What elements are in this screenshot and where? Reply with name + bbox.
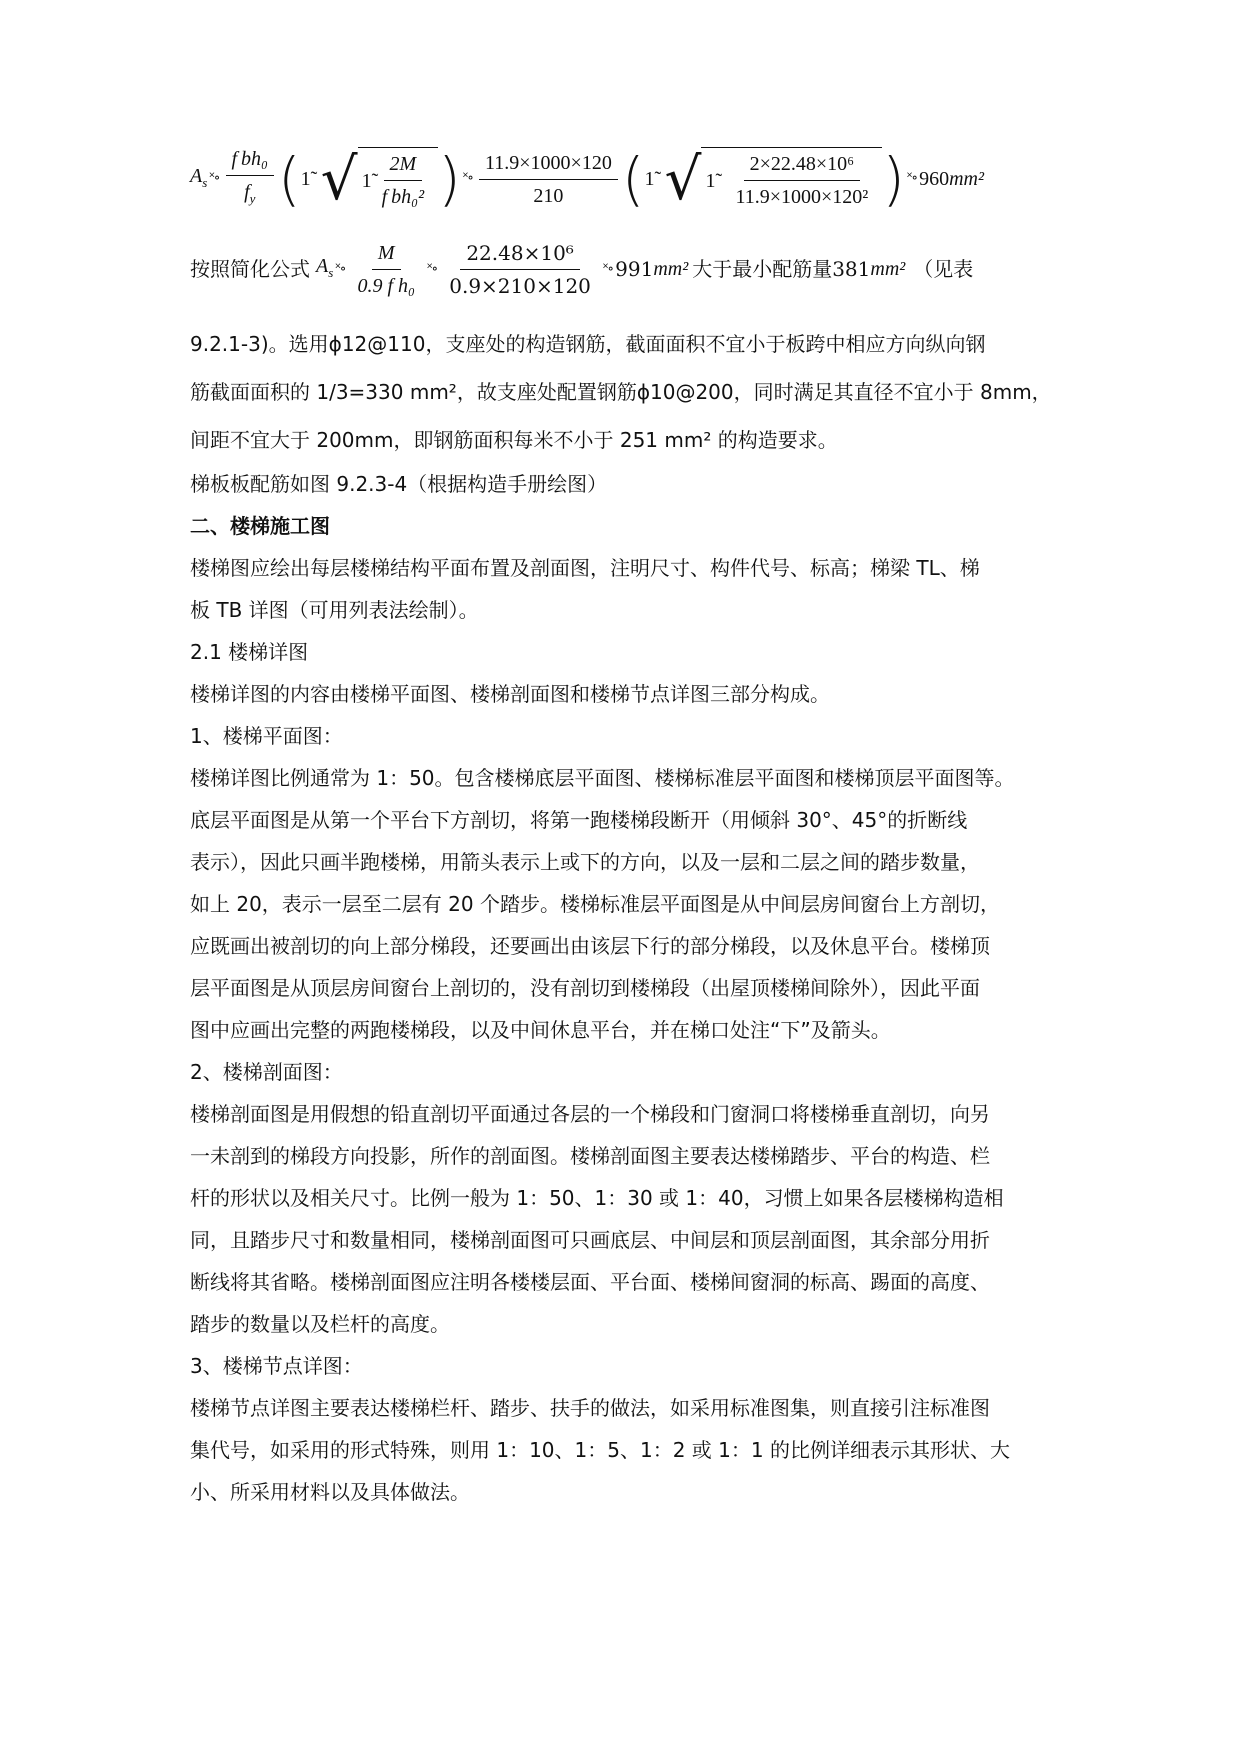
subheading-section: 2、楼梯剖面图： <box>190 1060 343 1084</box>
paragraph-line-1: 9.2.1-3)。选用ϕ12@110，支座处的构造钢筋，截面面积不宜小于板跨中相应方向纵向钢 <box>190 332 986 356</box>
paragraph-line-3: 间距不宜大于 200mm，即钢筋面积每米不小于 251 mm² 的构造要求。 <box>190 428 838 452</box>
paragraph-line-2: 筋截面面积的 1/3=330 mm²，故支座处配置钢筋ϕ10@200，同时满足其直径不宜小于 8mm， <box>190 380 1052 404</box>
body-line: 集代号，如采用的形式特殊，则用 1：10、1：5、1：2 或 1：1 的比例详细表示其形状、大 <box>190 1438 1010 1462</box>
formula-one: 1̃ <box>300 168 311 190</box>
line2-min-unit: mm² <box>870 258 906 280</box>
body-line: 断线将其省略。楼梯剖面图应注明各楼楼层面、平台面、楼梯间窗洞的标高、踢面的高度、 <box>190 1270 990 1294</box>
body-line: 图中应画出完整的两跑楼梯段，以及中间休息平台，并在梯口处注“下”及箭头。 <box>190 1018 891 1042</box>
line2-mid-text: 大于最小配筋量 <box>692 257 833 281</box>
formula-line-2: 按照简化公式 $A_s$ ˟∘ $\frac{M}{\text{0.9 f h₀}}$ ˟∘ $\frac{\text{22.48×10⁶}}{0.9\times 210\times 120}$ ˟∘ 991 mm² 大于最小配筋量 381 mm² （见表 <box>190 240 974 298</box>
formula-fraction-1: $\frac{\text{f bh₀}}{f_y}$ <box>226 145 275 213</box>
body-line: 应既画出被剖切的向上部分梯段，还要画出由该层下行的部分梯段，以及休息平台。楼梯顶 <box>190 934 990 958</box>
body-line: 踏步的数量以及栏杆的高度。 <box>190 1312 450 1336</box>
formula-sqrt-2: √ 1̃ $\frac{\text{2×22.48×10⁶}}{\text{11.9×1000×120²}}$ <box>664 147 882 211</box>
body-line: 楼梯详图比例通常为 1：50。包含楼梯底层平面图、楼梯标准层平面图和楼梯顶层平面图等。 <box>190 766 1015 790</box>
line2-fraction-2: $\frac{\text{22.48×10⁶}}{0.9\times 210\times 120}$ <box>449 240 591 298</box>
formula-unit: mm² <box>949 168 984 190</box>
formula-sqrt-1: √ 1̃ $\frac{2M}{\text{f bh₀²}}$ <box>321 147 438 211</box>
formula-line-1: $A_s$ ˟∘ $\frac{\text{f bh₀}}{f_y}$ ( 1̃ √ 1̃ $\frac{2M}{\text{f bh₀²}}$ ) ˟∘ $\frac{11.9\times 1000\times 120}{210}$ ( 1̃ √ 1̃ $\frac{\text{2×22.48×10⁶}}{\text{11.9×1000×120²}}$ ) ˟∘ 960 mm² <box>190 145 984 213</box>
body-line: 底层平面图是从第一个平台下方剖切，将第一跑楼梯段断开（用倾斜 30°、45°的折断线 <box>190 808 968 832</box>
formula-result: 960 <box>919 168 950 190</box>
formula-fraction-2: $\frac{11.9\times 1000\times 120}{210}$ <box>479 149 618 210</box>
line2-unit: mm² <box>653 258 689 280</box>
section-heading: 二、楼梯施工图 <box>190 514 330 538</box>
subheading-2-1: 2.1 楼梯详图 <box>190 640 309 664</box>
body-line: 板 TB 详图（可用列表法绘制）。 <box>190 598 479 622</box>
line2-suffix: （见表 <box>913 257 974 281</box>
right-paren: ) <box>438 145 461 213</box>
body-line: 表示），因此只画半跑楼梯，用箭头表示上或下的方向，以及一层和二层之间的踏步数量， <box>190 850 980 874</box>
subheading-plan: 1、楼梯平面图： <box>190 724 343 748</box>
body-line: 同，且踏步尺寸和数量相同，楼梯剖面图可只画底层、中间层和顶层剖面图，其余部分用折 <box>190 1228 990 1252</box>
line2-fraction-1: $\frac{M}{\text{0.9 f h₀}}$ <box>352 239 422 300</box>
body-line: 楼梯剖面图是用假想的铅直剖切平面通过各层的一个梯段和门窗洞口将楼梯垂直剖切，向另 <box>190 1102 990 1126</box>
body-line: 一未剖到的梯段方向投影，所作的剖面图。楼梯剖面图主要表达楼梯踏步、平台的构造、栏 <box>190 1144 990 1168</box>
body-line: 如上 20，表示一层至二层有 20 个踏步。楼梯标准层平面图是从中间层房间窗台上方剖切， <box>190 892 1000 916</box>
formula-symbol: ˟∘ <box>209 171 220 186</box>
formula-lhs: $A_s$ <box>190 164 208 190</box>
body-line: 杆的形状以及相关尺寸。比例一般为 1：50、1：30 或 1：40，习惯上如果各层楼梯构造相 <box>190 1186 1004 1210</box>
body-line: 楼梯节点详图主要表达楼梯栏杆、踏步、扶手的做法，如采用标准图集，则直接引注标准图 <box>190 1396 990 1420</box>
paragraph-line-4: 梯板板配筋如图 9.2.3-4（根据构造手册绘图） <box>190 472 608 496</box>
line2-min-value: 381 <box>832 257 871 281</box>
left-paren: ( <box>278 145 301 213</box>
line2-result: 991 <box>615 257 654 281</box>
body-line: 楼梯图应绘出每层楼梯结构平面布置及剖面图，注明尺寸、构件代号、标高；梯梁 TL、梯 <box>190 556 980 580</box>
subheading-node: 3、楼梯节点详图： <box>190 1354 363 1378</box>
body-line: 层平面图是从顶层房间窗台上剖切的，没有剖切到楼梯段（出屋顶楼梯间除外），因此平面 <box>190 976 980 1000</box>
body-line: 楼梯详图的内容由楼梯平面图、楼梯剖面图和楼梯节点详图三部分构成。 <box>190 682 830 706</box>
line2-lhs: $A_s$ <box>316 254 334 280</box>
line2-prefix: 按照简化公式 <box>190 257 310 281</box>
body-line: 小、所采用材料以及具体做法。 <box>190 1480 470 1504</box>
